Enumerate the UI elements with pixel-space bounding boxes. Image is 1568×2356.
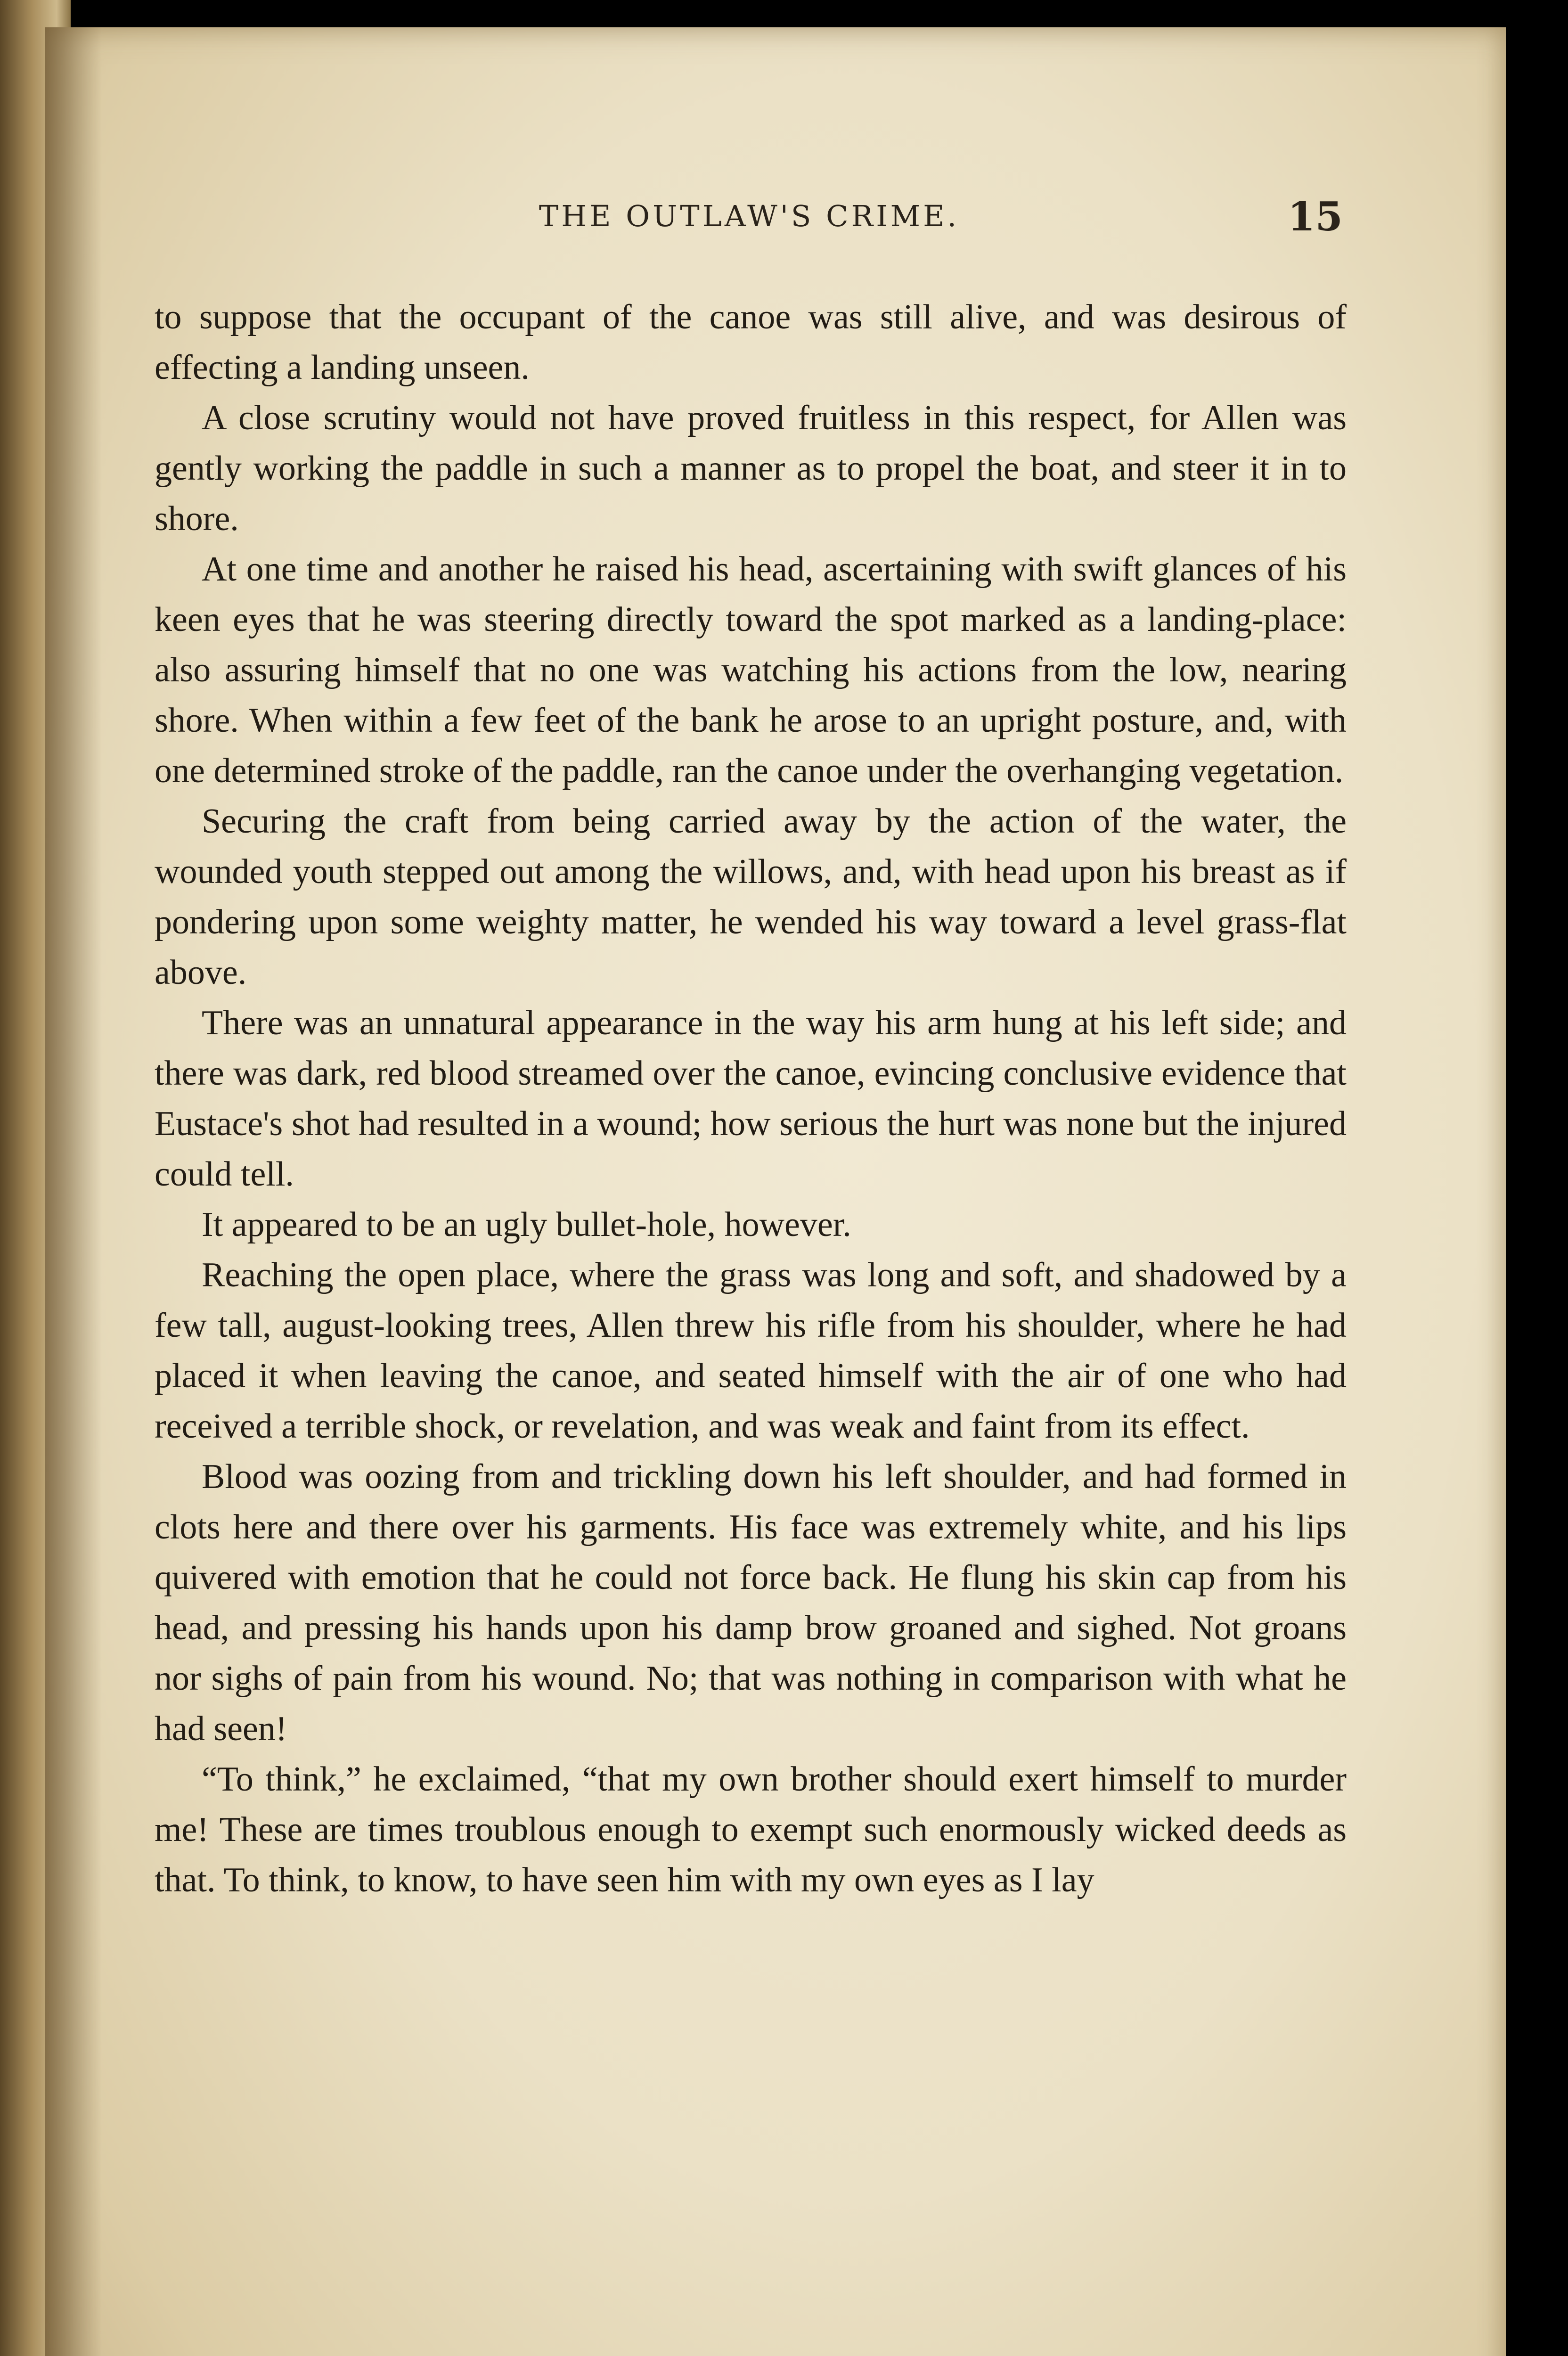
- running-head: [155, 193, 1343, 245]
- paragraph: Securing the craft from being carried away by the action of the water, the wounded youth stepped out among the willows, and, with head upon his breast as if pondering upon some weighty matter, he wended his way toward a level grass-flat above.: [155, 802, 1347, 992]
- page-number: 15: [1288, 193, 1343, 240]
- gutter-shadow: [45, 27, 102, 2356]
- paragraph: to suppose that the occupant of the canoe was still alive, and was desirous of effecting a landing unseen.: [155, 298, 1347, 387]
- paragraph: There was an unnatural appearance in the way his arm hung at his left side; and there was dark, red blood streamed over the canoe, evincing conclusive evidence that Eustace's shot had resulted in a wound; how serious the hurt was none but the injured could tell.: [155, 1004, 1347, 1194]
- paragraph: Blood was oozing from and trickling down his left shoulder, and had formed in clots here and there over his garments. His face was extremely white, and his lips quivered with emotion that he could not force back. He flung his skin cap from his head, and pressing his hands upon his damp brow groaned and sighed. Not groans nor sighs of pain from his wound. No; that was nothing in comparison with what he had seen!: [155, 1457, 1347, 1748]
- paragraph: Reaching the open place, where the grass was long and soft, and shadowed by a few tall, august-looking trees, Allen threw his rifle from his shoulder, where he had placed it when leaving the canoe, and seated himself with the air of one who had received a terrible shock, or revelation, and was weak and faint from its effect.: [155, 1256, 1347, 1446]
- paragraph: It appeared to be an ugly bullet-hole, however.: [202, 1205, 851, 1244]
- paragraph: At one time and another he raised his head, ascertaining with swift glances of his keen eyes that he was steering directly toward the spot marked as a landing-place: also assuring himself that no one was watching his actions from the low, nearing shore. When within a few feet of the bank he arose to an upright posture, and, with one determined stroke of the paddle, ran the canoe under the overhanging vegetation.: [155, 550, 1347, 790]
- paragraph: “To think,” he exclaimed, “that my own brother should exert himself to murder me! These are times troublous enough to exempt such enormously wicked deeds as that. To think, to know, to have seen him with my own eyes as I lay: [155, 1760, 1347, 1899]
- paragraph: A close scrutiny would not have proved fruitless in this respect, for Allen was gently working the paddle in such a manner as to propel the boat, and steer it in to shore.: [155, 399, 1347, 538]
- body-text: [155, 292, 1347, 1906]
- running-title: THE OUTLAW'S CRIME.: [539, 199, 960, 233]
